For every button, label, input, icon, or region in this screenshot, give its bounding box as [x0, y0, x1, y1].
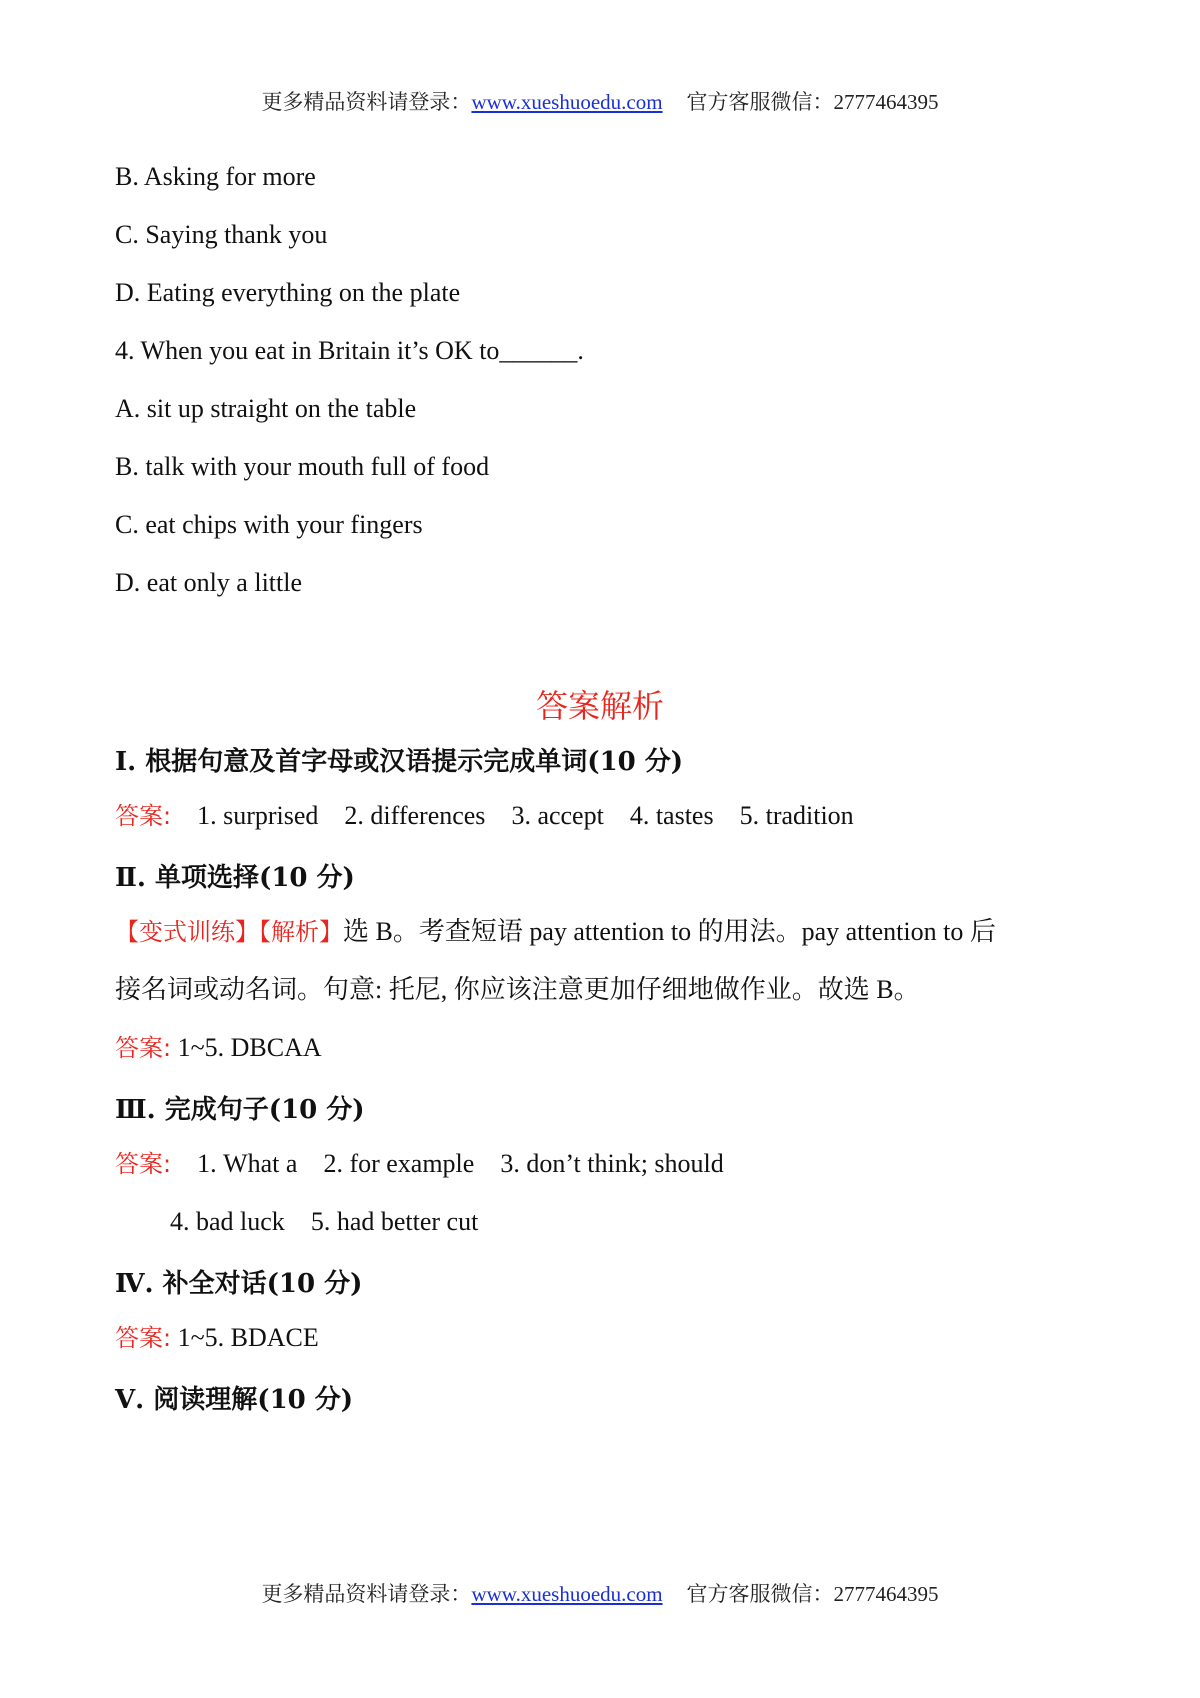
header-prefix: 更多精品资料请登录：: [261, 90, 472, 114]
footer-prefix: 更多精品资料请登录：: [261, 1582, 472, 1606]
section-1-answers: [115, 800, 854, 832]
s3-answer-3: 3. don’t think; should: [500, 1149, 724, 1178]
s4-answer: 1~5. BDACE: [177, 1323, 319, 1352]
section-2-heading: Ⅱ. 单项选择(10 分): [115, 863, 355, 893]
section-3-answers-line1: [115, 1148, 724, 1180]
page-footer: [0, 1578, 1200, 1608]
answer-label: 答案:: [115, 802, 172, 830]
section-4-answer: [115, 1322, 319, 1354]
answers-title: 答案解析: [535, 687, 664, 725]
section-3-answers-line2: [170, 1206, 478, 1238]
q4-option-c: C. eat chips with your fingers: [115, 510, 423, 539]
q3-option-c: C. Saying thank you: [115, 220, 328, 249]
section-5-heading: Ⅴ. 阅读理解(10 分): [115, 1385, 354, 1415]
s1-answer-3: 3. accept: [511, 801, 604, 830]
section-2-analysis-line1: [115, 916, 996, 948]
q4-option-d: D. eat only a little: [115, 568, 303, 597]
s1-answer-5: 5. tradition: [739, 801, 854, 830]
s2-answer: 1~5. DBCAA: [177, 1033, 322, 1062]
variant-tag: 【变式训练】【解析】: [115, 918, 343, 946]
header-service: 官方客服微信：2777464395: [686, 90, 939, 114]
s3-answer-5: 5. had better cut: [310, 1207, 479, 1236]
answer-label: 答案:: [115, 1324, 172, 1352]
header-link[interactable]: www.xueshuoedu.com: [471, 90, 663, 114]
section-3-heading: Ⅲ. 完成句子(10 分): [115, 1095, 365, 1125]
q4-option-b: B. talk with your mouth full of food: [115, 452, 490, 481]
s1-answer-2: 2. differences: [344, 801, 486, 830]
page-header: [0, 86, 1200, 116]
section-1-heading: Ⅰ. 根据句意及首字母或汉语提示完成单词(10 分): [115, 747, 684, 777]
q3-option-d: D. Eating everything on the plate: [115, 278, 461, 307]
analysis-text-1: 选 B。考查短语 pay attention to 的用法。pay attention to 后: [343, 917, 996, 946]
footer-link[interactable]: www.xueshuoedu.com: [471, 1582, 663, 1606]
q4-option-a: A. sit up straight on the table: [115, 394, 417, 423]
q4-stem: 4. When you eat in Britain it’s OK to______.: [115, 336, 584, 365]
q3-option-b: B. Asking for more: [115, 162, 316, 191]
s1-answer-1: 1. surprised: [197, 801, 319, 830]
s3-answer-4: 4. bad luck: [170, 1207, 285, 1236]
answer-label: 答案:: [115, 1150, 172, 1178]
section-2-answer: [115, 1032, 322, 1064]
s3-answer-1: 1. What a: [197, 1149, 298, 1178]
s3-answer-2: 2. for example: [323, 1149, 475, 1178]
footer-service: 官方客服微信：2777464395: [686, 1582, 939, 1606]
section-4-heading: Ⅳ. 补全对话(10 分): [115, 1269, 363, 1299]
section-2-analysis-line2: 接名词或动名词。句意: 托尼, 你应该注意更加仔细地做作业。故选 B。: [115, 975, 920, 1004]
answer-label: 答案:: [115, 1034, 172, 1062]
s1-answer-4: 4. tastes: [629, 801, 714, 830]
